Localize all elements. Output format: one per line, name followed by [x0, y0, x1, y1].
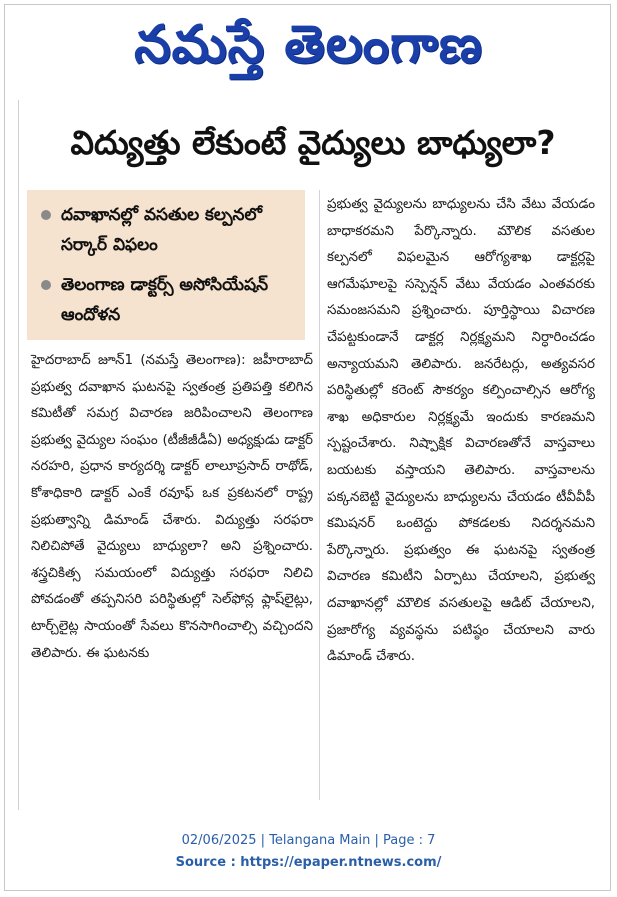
edition-meta: 02/06/2025 | Telangana Main | Page : 7 — [181, 833, 436, 848]
highlight-text: తెలంగాణ డాక్టర్స్‌ అసోసియేషన్‌ ఆందోళన — [61, 275, 268, 325]
article-headline: విద్యుత్తు లేకుంటే వైద్యులు బాధ్యులా? — [70, 123, 556, 162]
highlight-item — [41, 270, 295, 330]
source-link[interactable]: Source : https://epaper.ntnews.com/ — [175, 855, 442, 870]
newspaper-masthead: నమస్తే తెలంగాణ — [134, 15, 483, 75]
highlight-text: దవాఖానల్లో వసతుల కల్పనలో సర్కార్‌ విఫలం — [61, 205, 262, 255]
highlights-box — [27, 190, 305, 340]
page-footer — [0, 830, 617, 874]
article-body-left-column: హైదరాబాద్‌ జూన్‌1 (నమస్తే తెలంగాణ): జహీరాబాద్‌ ప్రభుత్వ దవాఖాన ఘటనపై స్వతంత్ర ప్రతిపత్తి కలిగిన కమిటీతో సమగ్ర విచారణ జరిపించాలని తెలంగాణ ప్రభుత్వ వైద్యుల సంఘం (టీజీజీడీఏ) అధ్యక్షుడు డాక్టర్‌ నరహరి, ప్రధాన కార్యదర్శి డాక్టర్‌ లాలూప్రసాద్‌ రాథోడ్‌, కోశాధికారి డాక్టర్‌ ఎంకే రవూఫ్‌ ఒక ప్రకటనలో రాష్ట్ర ప్రభుత్వాన్ని డిమాండ్‌ చేశారు. విద్యుత్తు సరఫరా నిలిచిపోతే వైద్యులు బాధ్యులా? అని ప్రశ్నించారు. శస్త్రచికిత్స సమయంలో విద్యుత్తు సరఫరా నిలిచి పోవడంతో తప్పనిసరి పరిస్థితుల్లో సెల్‌ఫోన్ల ఫ్లాష్‌లైట్లు, టార్చ్‌లైట్ల సాయంతో సేవలు కొనసాగించాల్సి వచ్చిందని తెలిపారు. ఈ ఘటనకు — [31, 353, 313, 661]
bullet-icon — [41, 210, 51, 220]
news-article — [18, 100, 598, 810]
article-body-right-column: ప్రభుత్వ వైద్యులను బాధ్యులను చేసి వేటు వేయడం బాధాకరమని పేర్కొన్నారు. మౌలిక వసతుల కల్పనలో విఫలమైన ఆరోగ్యశాఖ డాక్టర్లపై ఆగమేఘాలపై సస్పెన్షన్‌ వేటు వేయడం ఎంతవరకు సమంజసమని ప్రశ్నించారు. పూర్తిస్థాయి విచారణ చేపట్టకుండానే డాక్టర్ల నిర్లక్ష్యమని నిర్ధారించడం అన్యాయమని తెలిపారు. జనరేటర్లు, అత్యవసర పరిస్థితుల్లో కరెంట్‌ సౌకర్యం కల్పించాల్సిన ఆరోగ్య శాఖ అధికారుల నిర్లక్ష్యమే ఇందుకు కారణమని స్పష్టంచేశారు. నిష్పాక్షిక విచారణతోనే వాస్తవాలు బయటకు వస్తాయని తెలిపారు. వాస్తవాలను పక్కనబెట్టి వైద్యులను బాధ్యులను చేయడం టీవీవీపీ కమిషనర్‌ ఒంటెద్దు పోకడలకు నిదర్శనమని పేర్కొన్నారు. ప్రభుత్వం ఈ ఘటనపై స్వతంత్ర విచారణ కమిటీని ఏర్పాటు చేయాలని, ప్రభుత్వ దవాఖానల్లో మౌలిక వసతులపై ఆడిట్‌ చేయాలని, ప్రజారోగ్య వ్యవస్థను పటిష్ఠం చేయాలని వారు డిమాండ్‌ చేశారు. — [327, 197, 595, 665]
column-divider — [319, 190, 320, 800]
highlight-item — [41, 200, 295, 260]
bullet-icon — [41, 280, 51, 290]
